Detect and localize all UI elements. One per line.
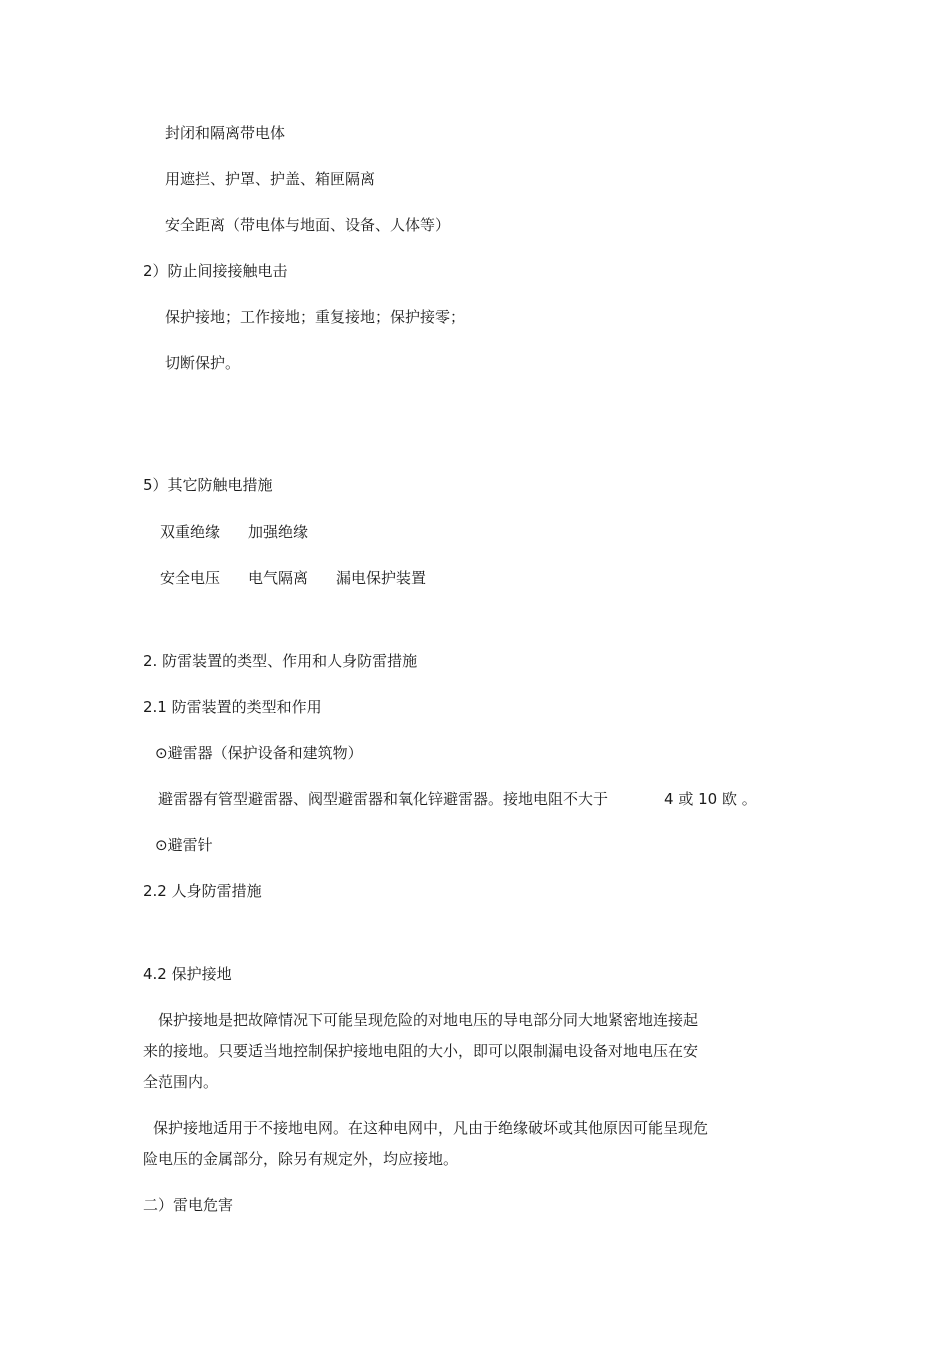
text-grounding-types: 保护接地；工作接地；重复接地；保护接零； (165, 308, 466, 326)
heading-personal-protection: 2.2 人身防雷措施 (143, 882, 262, 900)
text-reinforced-insulation: 加强绝缘 (248, 523, 309, 541)
paragraph-grounding-line-1: 保护接地是把故障情况下可能呈现危险的对地电压的导电部分同大地紧密地连接起 (158, 1011, 699, 1029)
heading-indirect-contact: 2）防止间接接触电击 (143, 262, 288, 280)
text-safety-distance: 安全距离（带电体与地面、设备、人体等） (165, 216, 451, 234)
text-electrical-isolation: 电气隔离 (248, 569, 309, 587)
paragraph-grounding-line-3: 全范围内。 (143, 1073, 219, 1091)
paragraph-ungrounded-line-1: 保护接地适用于不接地电网。在这种电网中，凡由于绝缘破坏或其他原因可能呈现危 (153, 1119, 709, 1137)
text-insulation-row (160, 522, 308, 542)
text-arrester: ⊙避雷器（保护设备和建筑物） (155, 744, 363, 762)
text-leakage-protector: 漏电保护装置 (336, 569, 427, 587)
heading-device-types: 2.1 防雷装置的类型和作用 (143, 698, 322, 716)
text-enclosure-isolation: 封闭和隔离带电体 (165, 124, 286, 142)
heading-other-measures: 5）其它防触电措施 (143, 476, 273, 494)
heading-lightning-hazard: 二）雷电危害 (143, 1196, 234, 1214)
text-barrier-isolation: 用遮拦、护罩、护盖、箱匣隔离 (165, 170, 376, 188)
text-safe-voltage: 安全电压 (160, 569, 221, 587)
text-resistance-value: 4 或 10 欧 。 (664, 790, 757, 808)
text-lightning-rod: ⊙避雷针 (155, 836, 213, 854)
paragraph-ungrounded-line-2: 险电压的金属部分，除另有规定外，均应接地。 (143, 1150, 459, 1168)
heading-lightning-protection: 2. 防雷装置的类型、作用和人身防雷措施 (143, 652, 418, 670)
text-arrester-description (158, 789, 757, 809)
text-arrester-types: 避雷器有管型避雷器、阀型避雷器和氧化锌避雷器。接地电阻不大于 (158, 790, 609, 808)
text-double-insulation: 双重绝缘 (160, 523, 221, 541)
text-cutoff-protection: 切断保护。 (165, 354, 241, 372)
paragraph-grounding-line-2: 来的接地。只要适当地控制保护接地电阻的大小，即可以限制漏电设备对地电压在安 (143, 1042, 699, 1060)
heading-protective-grounding: 4.2 保护接地 (143, 965, 232, 983)
text-safety-row (160, 568, 426, 588)
